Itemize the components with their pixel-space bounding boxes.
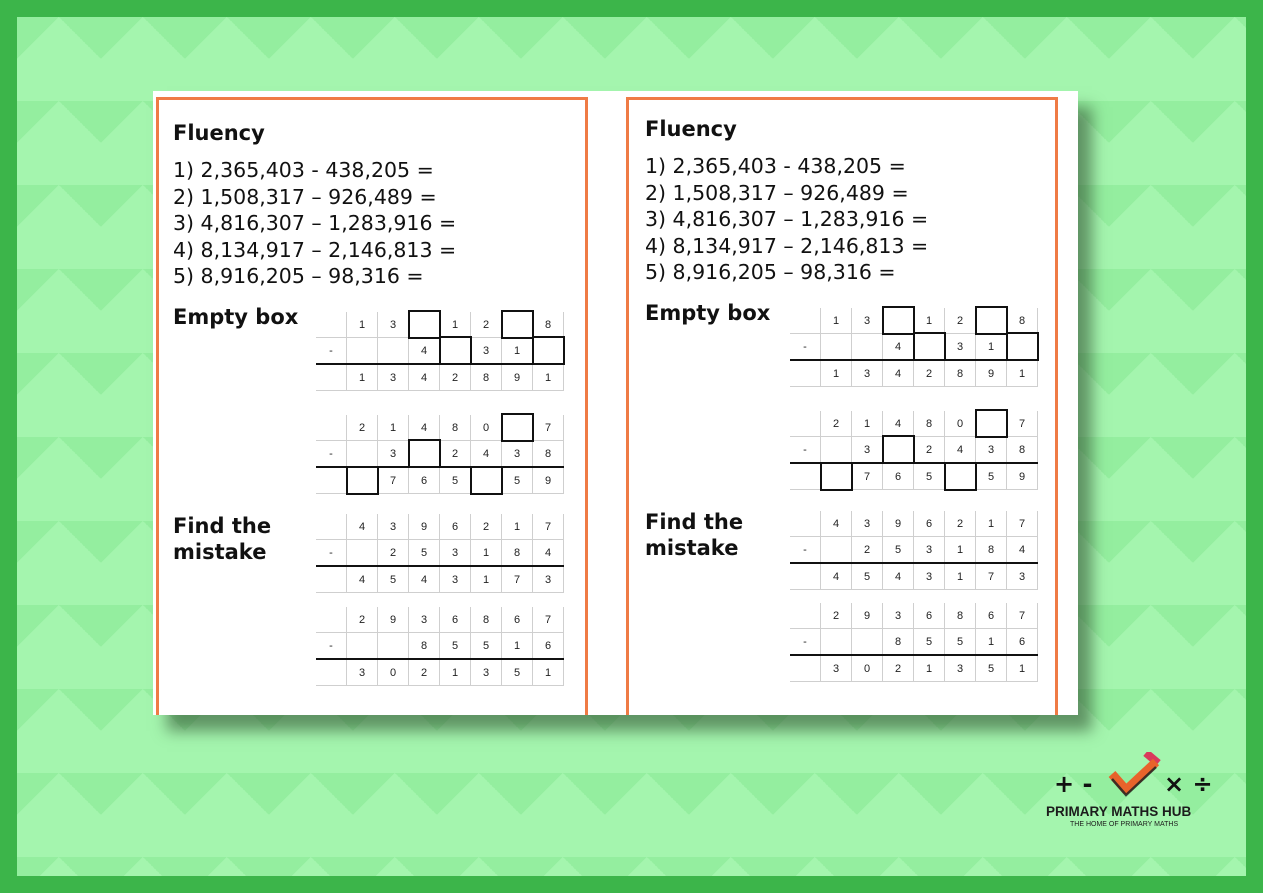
find-mistake-grid-2 bbox=[790, 603, 1038, 682]
grid-cell: 3 bbox=[440, 566, 471, 593]
empty-answer-box[interactable] bbox=[533, 338, 564, 365]
grid-cell: 5 bbox=[914, 629, 945, 656]
empty-answer-box[interactable] bbox=[1007, 334, 1038, 361]
grid-cell: 8 bbox=[533, 312, 564, 338]
grid-cell: 4 bbox=[821, 511, 852, 537]
grid-cell: 1 bbox=[440, 659, 471, 686]
grid-cell: 3 bbox=[883, 603, 914, 629]
grid-cell: 8 bbox=[1007, 308, 1038, 334]
empty-box-grid-2 bbox=[316, 415, 564, 494]
fluency-question: 1) 2,365,403 - 438,205 = bbox=[173, 158, 434, 182]
grid-cell bbox=[790, 360, 821, 387]
grid-cell: 5 bbox=[852, 563, 883, 590]
grid-cell bbox=[790, 511, 821, 537]
grid-cell: 2 bbox=[821, 603, 852, 629]
grid-row bbox=[790, 308, 1038, 334]
grid-cell: 3 bbox=[440, 540, 471, 567]
grid-cell: - bbox=[790, 537, 821, 564]
grid-cell: 9 bbox=[533, 467, 564, 494]
grid-cell: 2 bbox=[347, 415, 378, 441]
grid-cell: 4 bbox=[409, 338, 440, 365]
grid-cell: 4 bbox=[821, 563, 852, 590]
grid-row bbox=[790, 463, 1038, 490]
grid-cell: 5 bbox=[471, 633, 502, 660]
grid-cell: 7 bbox=[1007, 411, 1038, 437]
grid-cell: 7 bbox=[1007, 603, 1038, 629]
grid-cell: 4 bbox=[883, 360, 914, 387]
empty-answer-box[interactable] bbox=[821, 463, 852, 490]
grid-cell: 2 bbox=[440, 364, 471, 391]
empty-box-heading: Empty box bbox=[173, 305, 299, 329]
grid-cell: 1 bbox=[533, 659, 564, 686]
fluency-question: 3) 4,816,307 – 1,283,916 = bbox=[173, 211, 457, 235]
grid-row bbox=[790, 411, 1038, 437]
grid-cell: - bbox=[790, 629, 821, 656]
grid-cell: 5 bbox=[502, 659, 533, 686]
grid-cell: 3 bbox=[1007, 563, 1038, 590]
grid-cell: 7 bbox=[502, 566, 533, 593]
find-mistake-heading: Find the mistake bbox=[645, 510, 744, 560]
grid-row bbox=[790, 629, 1038, 656]
grid-cell: - bbox=[790, 334, 821, 361]
grid-cell bbox=[790, 655, 821, 682]
grid-cell: 3 bbox=[852, 308, 883, 334]
grid-cell: - bbox=[316, 540, 347, 567]
grid-cell: 7 bbox=[533, 514, 564, 540]
grid-cell: 1 bbox=[1007, 360, 1038, 387]
grid-cell: 1 bbox=[533, 364, 564, 391]
grid-cell: 2 bbox=[945, 511, 976, 537]
grid-cell: 2 bbox=[914, 437, 945, 464]
grid-cell: 3 bbox=[821, 655, 852, 682]
grid-cell: 8 bbox=[945, 603, 976, 629]
grid-cell: 3 bbox=[852, 437, 883, 464]
grid-cell: 3 bbox=[852, 360, 883, 387]
grid-row bbox=[790, 511, 1038, 537]
grid-cell: 5 bbox=[976, 463, 1007, 490]
times-divide-icon: × ÷ bbox=[1164, 770, 1213, 798]
fluency-question-list bbox=[645, 153, 928, 286]
grid-cell: 3 bbox=[945, 334, 976, 361]
grid-cell: 4 bbox=[347, 514, 378, 540]
grid-cell: 1 bbox=[471, 566, 502, 593]
grid-cell bbox=[347, 338, 378, 365]
grid-cell: 3 bbox=[976, 437, 1007, 464]
grid-cell: - bbox=[316, 441, 347, 468]
grid-cell: 4 bbox=[471, 441, 502, 468]
grid-row bbox=[790, 655, 1038, 682]
grid-cell: 1 bbox=[347, 312, 378, 338]
grid-row bbox=[316, 566, 564, 593]
grid-cell: 3 bbox=[378, 364, 409, 391]
grid-cell: - bbox=[790, 437, 821, 464]
grid-row bbox=[316, 540, 564, 567]
fluency-question: 5) 8,916,205 – 98,316 = bbox=[645, 260, 896, 284]
grid-cell: - bbox=[316, 338, 347, 365]
grid-cell: - bbox=[316, 633, 347, 660]
grid-cell: 5 bbox=[914, 463, 945, 490]
grid-cell: 0 bbox=[378, 659, 409, 686]
grid-cell: 1 bbox=[852, 411, 883, 437]
grid-cell: 2 bbox=[440, 441, 471, 468]
grid-cell bbox=[316, 312, 347, 338]
grid-cell: 1 bbox=[502, 633, 533, 660]
grid-cell bbox=[347, 633, 378, 660]
grid-cell: 8 bbox=[409, 633, 440, 660]
grid-row bbox=[316, 633, 564, 660]
empty-answer-box[interactable] bbox=[502, 312, 533, 338]
grid-cell: 9 bbox=[976, 360, 1007, 387]
grid-cell bbox=[821, 629, 852, 656]
grid-row bbox=[316, 607, 564, 633]
grid-cell bbox=[378, 633, 409, 660]
fluency-question: 2) 1,508,317 – 926,489 = bbox=[173, 184, 437, 209]
fluency-question: 4) 8,134,917 – 2,146,813 = bbox=[173, 237, 457, 262]
grid-cell: 3 bbox=[852, 511, 883, 537]
logo-tagline: THE HOME OF PRIMARY MATHS bbox=[1070, 821, 1179, 828]
grid-cell: 5 bbox=[378, 566, 409, 593]
grid-row bbox=[790, 563, 1038, 590]
grid-cell: 8 bbox=[533, 441, 564, 468]
find-mistake-grid-2 bbox=[316, 607, 564, 686]
plus-minus-icon: + - bbox=[1054, 770, 1093, 798]
grid-cell: 7 bbox=[533, 415, 564, 441]
grid-row bbox=[790, 437, 1038, 464]
empty-box-grid-2 bbox=[790, 411, 1038, 490]
grid-cell: 1 bbox=[945, 537, 976, 564]
empty-answer-box[interactable] bbox=[914, 334, 945, 361]
grid-cell: 3 bbox=[378, 514, 409, 540]
grid-cell: 4 bbox=[409, 415, 440, 441]
grid-cell bbox=[316, 467, 347, 494]
empty-box-grid-1 bbox=[316, 312, 564, 391]
grid-row bbox=[316, 659, 564, 686]
empty-answer-box[interactable] bbox=[409, 312, 440, 338]
fluency-heading: Fluency bbox=[173, 121, 265, 145]
grid-cell: 8 bbox=[883, 629, 914, 656]
fluency-question: 1) 2,365,403 - 438,205 = bbox=[645, 154, 906, 178]
grid-cell: 5 bbox=[409, 540, 440, 567]
grid-cell: 5 bbox=[440, 467, 471, 494]
grid-cell: 9 bbox=[883, 511, 914, 537]
grid-cell: 2 bbox=[883, 655, 914, 682]
empty-box-heading: Empty box bbox=[645, 301, 771, 325]
grid-cell: 8 bbox=[945, 360, 976, 387]
empty-answer-box[interactable] bbox=[976, 411, 1007, 437]
grid-cell: 4 bbox=[883, 563, 914, 590]
grid-cell: 6 bbox=[914, 603, 945, 629]
grid-cell bbox=[790, 308, 821, 334]
grid-cell: 4 bbox=[409, 566, 440, 593]
checkmark-icon bbox=[1106, 752, 1166, 802]
grid-cell: 6 bbox=[440, 607, 471, 633]
grid-cell: 1 bbox=[945, 563, 976, 590]
fluency-question: 5) 8,916,205 – 98,316 = bbox=[173, 264, 424, 288]
grid-cell: 6 bbox=[409, 467, 440, 494]
grid-cell bbox=[852, 334, 883, 361]
grid-cell: 1 bbox=[1007, 655, 1038, 682]
grid-cell bbox=[821, 437, 852, 464]
grid-cell: 9 bbox=[1007, 463, 1038, 490]
grid-cell: 3 bbox=[914, 563, 945, 590]
grid-cell bbox=[378, 338, 409, 365]
grid-cell: 7 bbox=[533, 607, 564, 633]
grid-row bbox=[316, 364, 564, 391]
worksheet-panel-left bbox=[156, 97, 588, 715]
grid-cell: 2 bbox=[471, 312, 502, 338]
grid-cell bbox=[316, 607, 347, 633]
empty-answer-box[interactable] bbox=[502, 415, 533, 441]
empty-answer-box[interactable] bbox=[945, 463, 976, 490]
empty-box-grid-1 bbox=[790, 308, 1038, 387]
find-mistake-grid-1 bbox=[316, 514, 564, 593]
grid-cell: 6 bbox=[502, 607, 533, 633]
grid-cell: 5 bbox=[945, 629, 976, 656]
grid-cell: 9 bbox=[852, 603, 883, 629]
grid-cell: 8 bbox=[502, 540, 533, 567]
grid-row bbox=[316, 441, 564, 468]
grid-cell: 1 bbox=[976, 629, 1007, 656]
grid-cell: 6 bbox=[533, 633, 564, 660]
grid-cell: 5 bbox=[976, 655, 1007, 682]
grid-cell: 2 bbox=[471, 514, 502, 540]
grid-cell: 0 bbox=[852, 655, 883, 682]
empty-answer-box[interactable] bbox=[409, 441, 440, 468]
fluency-question-list bbox=[173, 157, 456, 290]
grid-cell: 3 bbox=[378, 441, 409, 468]
empty-answer-box[interactable] bbox=[976, 308, 1007, 334]
grid-cell: 8 bbox=[976, 537, 1007, 564]
grid-cell: 6 bbox=[883, 463, 914, 490]
fluency-heading: Fluency bbox=[645, 117, 737, 141]
grid-cell: 2 bbox=[821, 411, 852, 437]
grid-cell: 6 bbox=[1007, 629, 1038, 656]
worksheet-panel-right bbox=[626, 97, 1058, 715]
grid-cell: 3 bbox=[409, 607, 440, 633]
grid-cell: 1 bbox=[914, 308, 945, 334]
grid-cell: 6 bbox=[976, 603, 1007, 629]
grid-cell bbox=[852, 629, 883, 656]
grid-cell: 1 bbox=[821, 360, 852, 387]
grid-row bbox=[316, 338, 564, 365]
grid-row bbox=[316, 312, 564, 338]
grid-cell: 2 bbox=[347, 607, 378, 633]
grid-cell: 4 bbox=[945, 437, 976, 464]
grid-cell: 8 bbox=[1007, 437, 1038, 464]
grid-cell: 3 bbox=[914, 537, 945, 564]
grid-cell: 3 bbox=[502, 441, 533, 468]
grid-cell: 1 bbox=[976, 511, 1007, 537]
find-mistake-heading: Find the mistake bbox=[173, 514, 272, 564]
grid-cell: 7 bbox=[1007, 511, 1038, 537]
grid-cell: 4 bbox=[883, 334, 914, 361]
empty-answer-box[interactable] bbox=[440, 338, 471, 365]
grid-cell: 5 bbox=[440, 633, 471, 660]
grid-cell: 8 bbox=[440, 415, 471, 441]
empty-answer-box[interactable] bbox=[883, 308, 914, 334]
grid-row bbox=[790, 360, 1038, 387]
grid-cell: 9 bbox=[378, 607, 409, 633]
grid-cell bbox=[316, 514, 347, 540]
fluency-question: 4) 8,134,917 – 2,146,813 = bbox=[645, 233, 929, 258]
grid-cell bbox=[821, 334, 852, 361]
grid-cell: 4 bbox=[347, 566, 378, 593]
grid-cell: 5 bbox=[883, 537, 914, 564]
grid-row bbox=[316, 415, 564, 441]
empty-answer-box[interactable] bbox=[883, 437, 914, 464]
grid-cell: 8 bbox=[471, 364, 502, 391]
grid-cell: 3 bbox=[533, 566, 564, 593]
fluency-question: 2) 1,508,317 – 926,489 = bbox=[645, 180, 909, 205]
grid-cell bbox=[790, 603, 821, 629]
grid-cell: 1 bbox=[502, 514, 533, 540]
find-mistake-grid-1 bbox=[790, 511, 1038, 590]
grid-cell bbox=[347, 540, 378, 567]
grid-cell: 2 bbox=[914, 360, 945, 387]
grid-cell: 1 bbox=[378, 415, 409, 441]
grid-cell: 6 bbox=[440, 514, 471, 540]
grid-row bbox=[790, 334, 1038, 361]
empty-answer-box[interactable] bbox=[471, 467, 502, 494]
grid-cell: 8 bbox=[914, 411, 945, 437]
grid-cell: 7 bbox=[976, 563, 1007, 590]
grid-cell: 7 bbox=[852, 463, 883, 490]
grid-cell: 1 bbox=[347, 364, 378, 391]
grid-cell: 4 bbox=[409, 364, 440, 391]
grid-cell: 3 bbox=[347, 659, 378, 686]
grid-cell: 1 bbox=[502, 338, 533, 365]
grid-cell bbox=[316, 415, 347, 441]
grid-cell: 2 bbox=[945, 308, 976, 334]
grid-cell: 3 bbox=[945, 655, 976, 682]
grid-row bbox=[316, 514, 564, 540]
grid-cell: 0 bbox=[945, 411, 976, 437]
grid-cell: 5 bbox=[502, 467, 533, 494]
grid-cell: 0 bbox=[471, 415, 502, 441]
grid-cell: 1 bbox=[976, 334, 1007, 361]
grid-cell: 4 bbox=[533, 540, 564, 567]
grid-cell bbox=[316, 659, 347, 686]
grid-cell: 4 bbox=[1007, 537, 1038, 564]
worksheet-sheet bbox=[153, 91, 1078, 715]
grid-cell bbox=[316, 566, 347, 593]
grid-cell: 1 bbox=[821, 308, 852, 334]
grid-cell: 7 bbox=[378, 467, 409, 494]
grid-cell: 3 bbox=[471, 659, 502, 686]
fluency-question: 3) 4,816,307 – 1,283,916 = bbox=[645, 207, 929, 231]
primary-maths-hub-logo bbox=[1040, 752, 1230, 832]
grid-cell: 4 bbox=[883, 411, 914, 437]
grid-cell bbox=[790, 411, 821, 437]
grid-cell: 9 bbox=[409, 514, 440, 540]
grid-row bbox=[790, 537, 1038, 564]
grid-cell bbox=[316, 364, 347, 391]
grid-cell bbox=[790, 463, 821, 490]
grid-row bbox=[790, 603, 1038, 629]
grid-cell: 1 bbox=[914, 655, 945, 682]
grid-cell: 2 bbox=[409, 659, 440, 686]
grid-cell: 3 bbox=[378, 312, 409, 338]
grid-cell: 3 bbox=[471, 338, 502, 365]
grid-cell: 6 bbox=[914, 511, 945, 537]
grid-cell bbox=[347, 441, 378, 468]
grid-row bbox=[316, 467, 564, 494]
grid-cell bbox=[790, 563, 821, 590]
grid-cell: 1 bbox=[471, 540, 502, 567]
logo-brand-text: PRIMARY MATHS HUB bbox=[1046, 804, 1192, 819]
empty-answer-box[interactable] bbox=[347, 467, 378, 494]
grid-cell: 2 bbox=[378, 540, 409, 567]
grid-cell: 9 bbox=[502, 364, 533, 391]
grid-cell bbox=[821, 537, 852, 564]
grid-cell: 1 bbox=[440, 312, 471, 338]
grid-cell: 2 bbox=[852, 537, 883, 564]
grid-cell: 8 bbox=[471, 607, 502, 633]
